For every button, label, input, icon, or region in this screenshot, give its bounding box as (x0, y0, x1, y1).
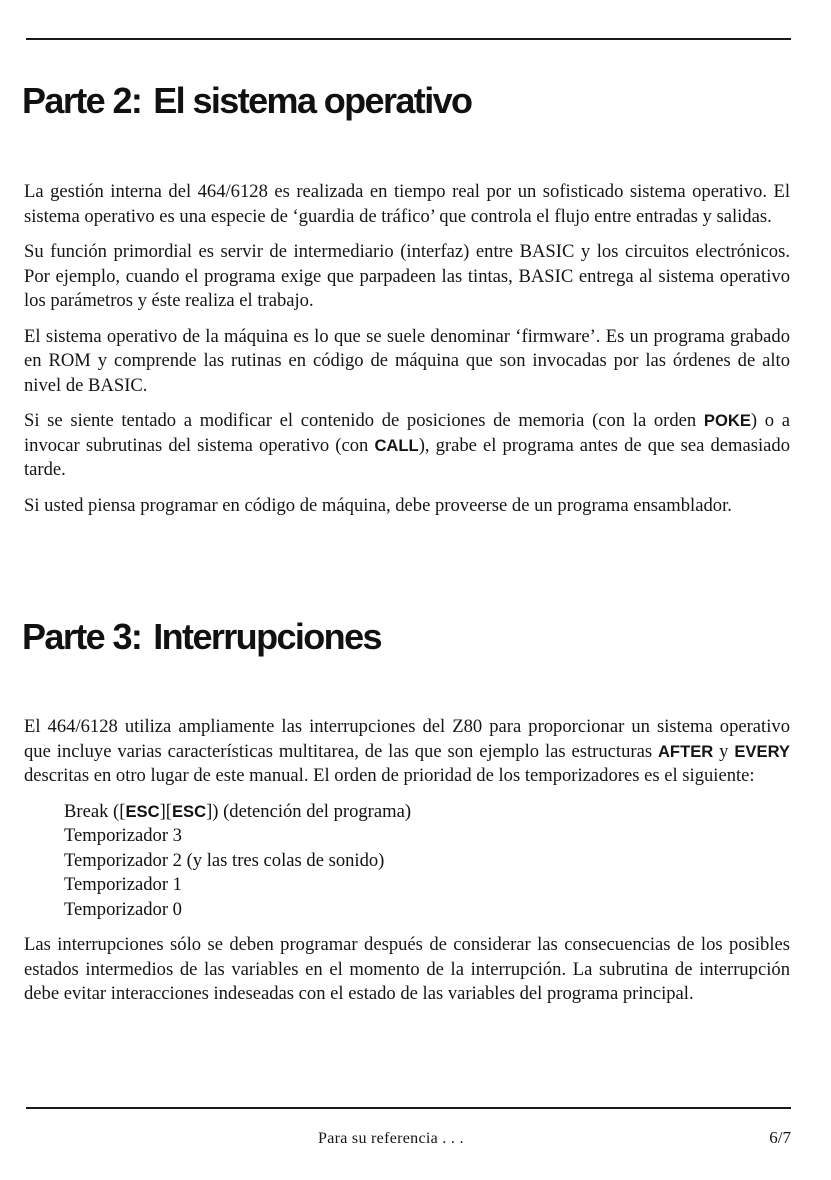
list-item-timer-3: Temporizador 3 (64, 825, 182, 846)
top-rule (26, 38, 791, 40)
key-esc-2: ESC (171, 801, 207, 821)
heading-part-2-title: El sistema operativo (153, 80, 472, 121)
keyword-poke: POKE (703, 411, 751, 430)
paragraph-part3-1-text-a: El 464/6128 utiliza ampliamente las interrupciones del Z80 para proporcionar un sistema operativo que incluye varias características multitarea, de las que son ejemplo las estructuras (24, 716, 790, 762)
paragraph-part3-2: Las interrupciones sólo se deben programar después de considerar las consecuencias de los posibles estados intermedios de las variables en el momento de la interrupción. La subrutina de interrupción debe evitar interacciones indeseadas con el estado de las variables del programa principal. (24, 934, 790, 1004)
section-part-2 (24, 180, 790, 529)
list-item-break-text-a: Break ([ (64, 800, 126, 822)
list-item-timer-2: Temporizador 2 (y las tres colas de sonido) (64, 849, 385, 871)
heading-part-2-number: Parte 2: (22, 80, 142, 121)
list-item-timer-1: Temporizador 1 (64, 874, 182, 895)
heading-part-3-number: Parte 3: (22, 616, 142, 657)
paragraph-part2-4-text-c: ), grabe el programa antes de que sea demasiado tarde. (24, 434, 790, 480)
list-item-timer-0: Temporizador 0 (64, 898, 182, 920)
keyword-call: CALL (374, 435, 419, 455)
list-item-break-text-b: ][ (159, 800, 172, 822)
heading-part-3 (22, 616, 381, 658)
list-item-break (64, 800, 790, 825)
section-part-3 (24, 715, 790, 1018)
timer-priority-list (64, 800, 790, 923)
paragraph-part2-5: Si usted piensa programar en código de máquina, debe proveerse de un programa ensamblador. (24, 494, 732, 516)
paragraph-part2-4-text-b: ) o a invocar subrutinas del sistema operativo (con (24, 410, 790, 456)
bottom-rule (26, 1107, 791, 1109)
paragraph-part2-3: El sistema operativo de la máquina es lo que se suele denominar ‘firmware’. Es un programa grabado en ROM y comprende las rutinas en código de máquina que son invocadas por las órdenes de alto nivel de BASIC. (24, 325, 790, 396)
heading-part-3-title: Interrupciones (153, 616, 381, 657)
heading-part-2 (22, 80, 471, 122)
paragraph-part2-1: La gestión interna del 464/6128 es realizada en tiempo real por un sofisticado sistema operativo. El sistema operativo es una especie de ‘guardia de tráfico’ que controla el flujo entre entradas y salidas. (24, 181, 790, 227)
paragraph-part2-4-text-a: Si se siente tentado a modificar el contenido de posiciones de memoria (con la orden (24, 410, 704, 431)
keyword-after: AFTER (657, 741, 714, 761)
key-esc-1: ESC (125, 801, 160, 821)
footer-text: Para su referencia . . . (318, 1130, 464, 1147)
paragraph-part3-1-text-c: descritas en otro lugar de este manual. El orden de prioridad de los temporizadores es el siguiente: (24, 765, 755, 786)
paragraph-part3-1 (24, 715, 790, 789)
paragraph-part3-1-text-b: y (713, 740, 735, 762)
list-item-break-text-c: ]) (detención del programa) (206, 800, 412, 822)
paragraph-part2-4 (24, 409, 790, 483)
keyword-every: EVERY (734, 741, 790, 761)
page-number: 6/7 (769, 1128, 791, 1147)
paragraph-part2-2: Su función primordial es servir de intermediario (interfaz) entre BASIC y los circuitos electrónicos. Por ejemplo, cuando el programa exige que parpadeen las tintas, BASIC entrega al sistema operativo los parámetros y éste realiza el trabajo. (24, 241, 790, 311)
